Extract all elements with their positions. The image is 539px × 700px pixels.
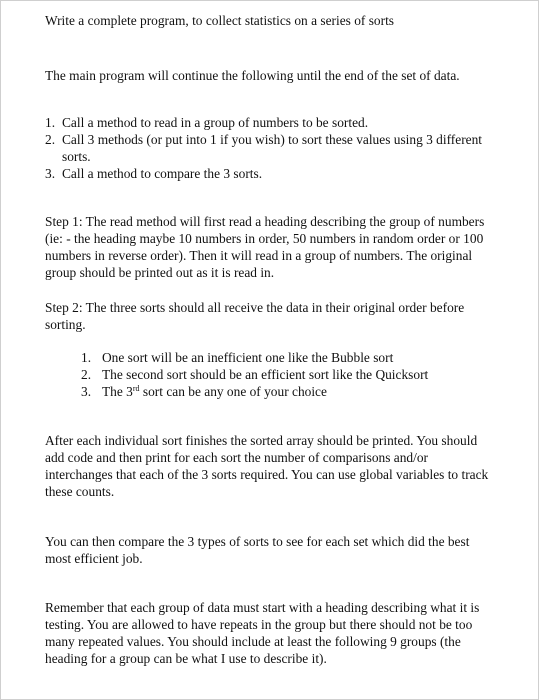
ordinal-superscript: rd <box>132 384 140 393</box>
list-item <box>45 131 497 165</box>
sorts-list <box>81 349 501 400</box>
list-item-prefix: The 3 <box>102 384 133 399</box>
compare-paragraph: You can then compare the 3 types of sorts to see for each set which did the best most efficient job. <box>45 534 470 566</box>
list-number: 2. <box>45 132 56 147</box>
list-number: 3. <box>45 166 56 181</box>
list-item <box>45 114 497 131</box>
document-title: Write a complete program, to collect statistics on a series of sorts <box>45 13 394 28</box>
list-number: 2. <box>81 367 92 382</box>
list-number: 1. <box>81 350 92 365</box>
list-item-text: Call 3 methods (or put into 1 if you wish) to sort these values using 3 different sorts. <box>62 132 483 164</box>
list-item <box>81 383 501 400</box>
list-number: 3. <box>81 384 92 399</box>
list-item-text: One sort will be an inefficient one like the Bubble sort <box>102 350 394 365</box>
list-item <box>81 366 501 383</box>
intro-paragraph: The main program will continue the following until the end of the set of data. <box>45 68 460 83</box>
remember-paragraph: Remember that each group of data must start with a heading describing what it is testing. You are allowed to have repeats in the group but there should not be too many repeated values. You should include at least the following 9 groups (the heading for a group can be what I use to describe it). <box>45 600 480 666</box>
list-item-text: Call a method to compare the 3 sorts. <box>62 166 263 181</box>
main-steps-list <box>45 114 497 182</box>
list-item-suffix: sort can be any one of your choice <box>139 384 327 399</box>
list-item <box>81 349 501 366</box>
list-item-text: Call a method to read in a group of numbers to be sorted. <box>62 115 369 130</box>
list-item-text <box>102 384 327 399</box>
step2-paragraph: Step 2: The three sorts should all receive the data in their original order before sorting. <box>45 300 465 332</box>
list-item-text: The second sort should be an efficient sort like the Quicksort <box>102 367 429 382</box>
after-sort-paragraph: After each individual sort finishes the sorted array should be printed. You should add code and then print for each sort the number of comparisons and/or interchanges that each of the 3 sorts required. You can use global variables to track these counts. <box>45 433 489 499</box>
list-item <box>45 165 497 182</box>
step1-paragraph: Step 1: The read method will first read a heading describing the group of numbers (ie: - the heading maybe 10 numbers in order, 50 numbers in random order or 100 numbers in reverse order). Then it will read in a group of numbers. The original group should be printed out as it is read in. <box>45 214 485 280</box>
list-number: 1. <box>45 115 56 130</box>
